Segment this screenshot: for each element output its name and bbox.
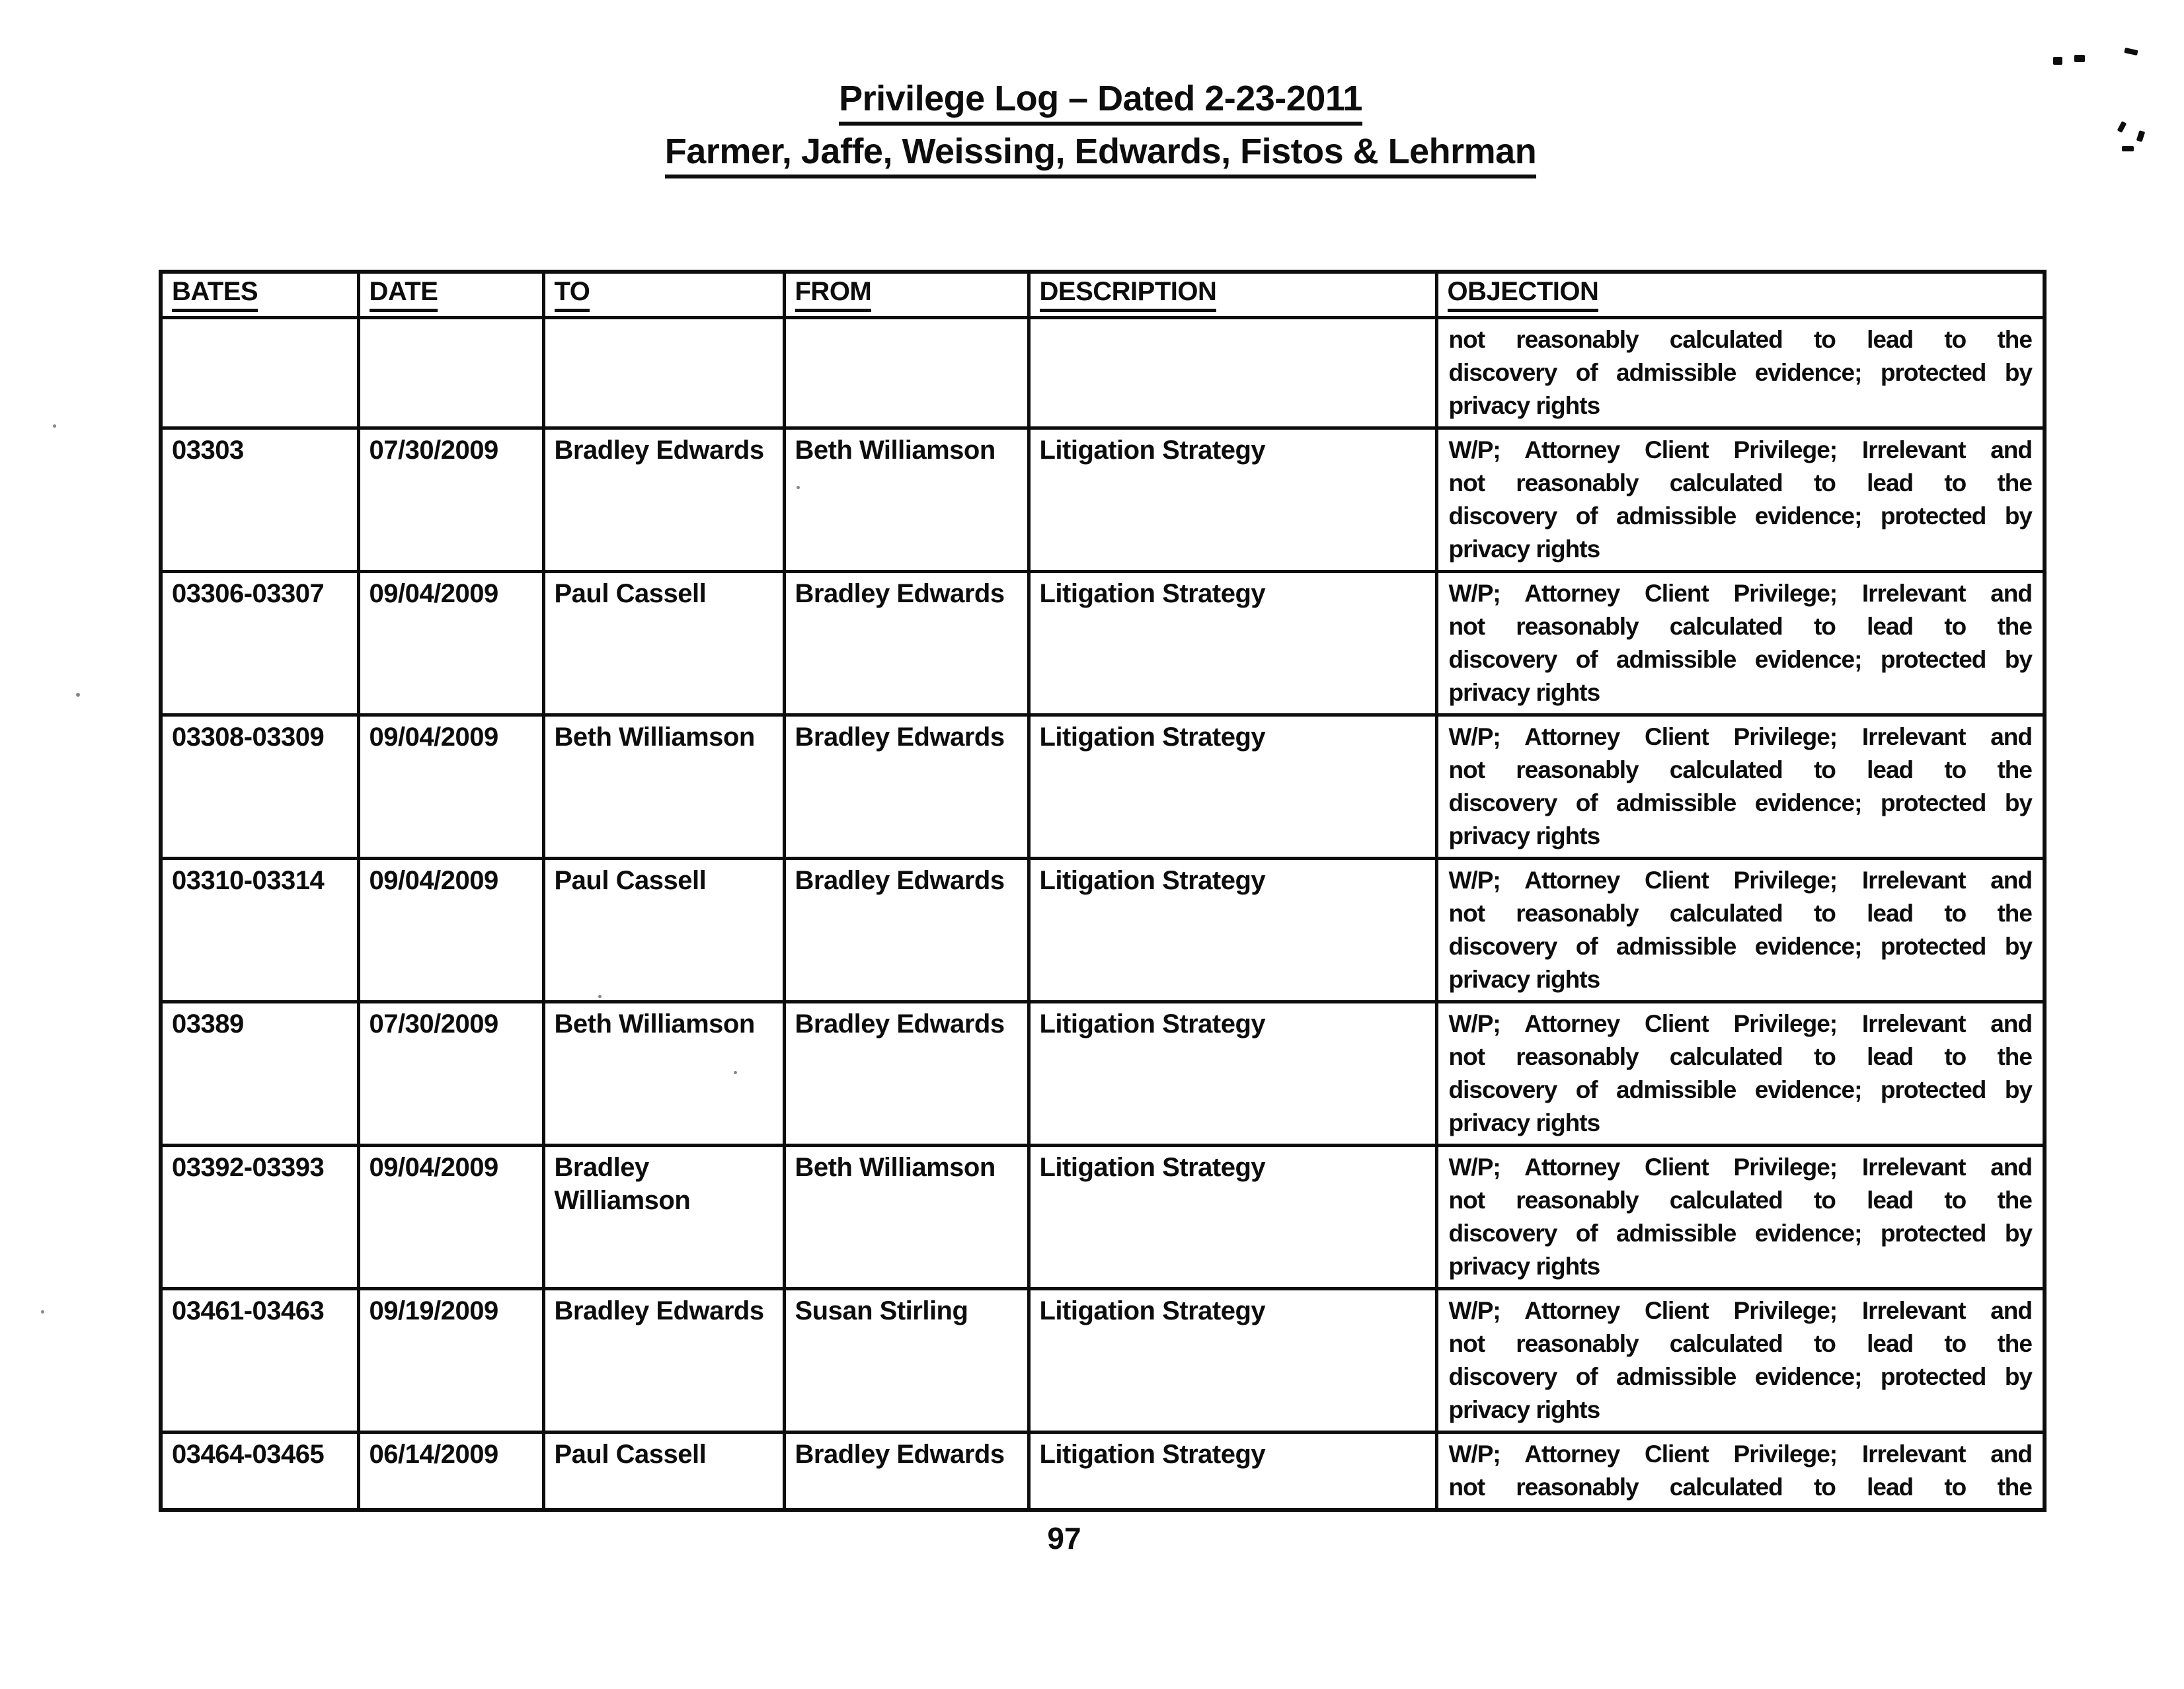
objection-line: W/P; Attorney Client Privilege; Irrelevant and <box>1448 867 2032 894</box>
objection-line: W/P; Attorney Client Privilege; Irrelevant and <box>1448 1440 2032 1468</box>
cell-to: Beth Williamson <box>543 1002 784 1146</box>
cell-date: 09/04/2009 <box>358 572 543 715</box>
cell-objection <box>1436 572 2045 715</box>
cell-description: Litigation Strategy <box>1029 715 1436 859</box>
cell-objection <box>1436 1146 2045 1289</box>
header-date: DATE <box>358 272 543 318</box>
objection-line: privacy rights <box>1448 1396 1600 1423</box>
objection-line: not reasonably calculated to lead to the <box>1448 900 2032 927</box>
cell-from: Bradley Edwards <box>784 859 1029 1002</box>
objection-line: discovery of admissible evidence; protected by <box>1448 789 2032 816</box>
objection-line: not reasonably calculated to lead to the <box>1448 756 2032 783</box>
cell-from: Bradley Edwards <box>784 572 1029 715</box>
cell-from: Beth Williamson <box>784 428 1029 572</box>
cell-bates <box>161 318 358 428</box>
cell-date: 09/04/2009 <box>358 715 543 859</box>
cell-from: Bradley Edwards <box>784 1433 1029 1511</box>
table-row <box>161 1002 2045 1146</box>
cell-description: Litigation Strategy <box>1029 428 1436 572</box>
document-subtitle: Farmer, Jaffe, Weissing, Edwards, Fistos & Lehrman <box>665 131 1536 178</box>
cell-from: Bradley Edwards <box>784 1002 1029 1146</box>
scan-speck <box>734 1071 737 1074</box>
objection-line: not reasonably calculated to lead to the <box>1448 1043 2032 1070</box>
objection-line: privacy rights <box>1448 535 1600 563</box>
table-header-row <box>161 272 2045 318</box>
objection-line: discovery of admissible evidence; protected by <box>1448 502 2032 530</box>
scan-artifact <box>2136 130 2146 142</box>
cell-description: Litigation Strategy <box>1029 1289 1436 1433</box>
objection-line: W/P; Attorney Client Privilege; Irrelevant and <box>1448 436 2032 463</box>
cell-description: Litigation Strategy <box>1029 1433 1436 1511</box>
objection-line: discovery of admissible evidence; protected by <box>1448 646 2032 673</box>
objection-line: privacy rights <box>1448 392 1600 419</box>
header-to: TO <box>543 272 784 318</box>
cell-bates: 03389 <box>161 1002 358 1146</box>
objection-line: privacy rights <box>1448 1109 1600 1136</box>
cell-bates: 03464-03465 <box>161 1433 358 1511</box>
scan-speck <box>76 693 80 697</box>
objection-line: discovery of admissible evidence; protected by <box>1448 1076 2032 1103</box>
cell-to: Paul Cassell <box>543 859 784 1002</box>
objection-line: discovery of admissible evidence; protected by <box>1448 933 2032 960</box>
cell-to: Bradley Edwards <box>543 1289 784 1433</box>
objection-line: not reasonably calculated to lead to the <box>1448 326 2032 353</box>
cell-date: 07/30/2009 <box>358 1002 543 1146</box>
table-row <box>161 1433 2045 1511</box>
cell-bates: 03310-03314 <box>161 859 358 1002</box>
objection-line: W/P; Attorney Client Privilege; Irrelevant and <box>1448 1297 2032 1324</box>
cell-objection <box>1436 859 2045 1002</box>
cell-to: Paul Cassell <box>543 1433 784 1511</box>
table-row <box>161 318 2045 428</box>
cell-bates: 03392-03393 <box>161 1146 358 1289</box>
document-title: Privilege Log – Dated 2-23-2011 <box>839 78 1362 126</box>
cell-date: 09/04/2009 <box>358 1146 543 1289</box>
objection-line: privacy rights <box>1448 1253 1600 1280</box>
cell-to: Paul Cassell <box>543 572 784 715</box>
objection-line: discovery of admissible evidence; protected by <box>1448 1363 2032 1390</box>
header-bates: BATES <box>161 272 358 318</box>
scan-speck <box>797 486 800 489</box>
header-from: FROM <box>784 272 1029 318</box>
cell-objection <box>1436 1433 2045 1511</box>
cell-to: Bradley Edwards <box>543 428 784 572</box>
objection-line: privacy rights <box>1448 679 1600 706</box>
cell-objection <box>1436 318 2045 428</box>
scan-artifact <box>2124 48 2138 56</box>
objection-line: W/P; Attorney Client Privilege; Irrelevant and <box>1448 1010 2032 1037</box>
cell-from <box>784 318 1029 428</box>
table-row <box>161 859 2045 1002</box>
scan-speck <box>53 424 56 428</box>
cell-description: Litigation Strategy <box>1029 1146 1436 1289</box>
header-description: DESCRIPTION <box>1029 272 1436 318</box>
cell-objection <box>1436 428 2045 572</box>
scan-speck <box>41 1310 44 1314</box>
cell-from: Susan Stirling <box>784 1289 1029 1433</box>
table-row <box>161 715 2045 859</box>
cell-date <box>358 318 543 428</box>
objection-line: W/P; Attorney Client Privilege; Irrelevant and <box>1448 1154 2032 1181</box>
scan-artifact <box>2117 121 2127 133</box>
cell-to: Beth Williamson <box>543 715 784 859</box>
scan-speck <box>598 995 602 998</box>
privilege-log-table <box>159 270 2047 1512</box>
cell-date: 09/04/2009 <box>358 859 543 1002</box>
cell-description <box>1029 318 1436 428</box>
objection-line: privacy rights <box>1448 966 1600 993</box>
objection-line: discovery of admissible evidence; protected by <box>1448 359 2032 386</box>
cell-to <box>543 318 784 428</box>
cell-date: 06/14/2009 <box>358 1433 543 1511</box>
table-row <box>161 1289 2045 1433</box>
cell-bates: 03308-03309 <box>161 715 358 859</box>
table-row <box>161 1146 2045 1289</box>
objection-line: privacy rights <box>1448 822 1600 849</box>
cell-objection <box>1436 1289 2045 1433</box>
cell-description: Litigation Strategy <box>1029 859 1436 1002</box>
objection-line: W/P; Attorney Client Privilege; Irrelevant and <box>1448 723 2032 750</box>
cell-date: 07/30/2009 <box>358 428 543 572</box>
objection-line: W/P; Attorney Client Privilege; Irrelevant and <box>1448 580 2032 607</box>
scan-artifact <box>2053 57 2062 65</box>
scan-artifact <box>2122 146 2134 151</box>
cell-from: Bradley Edwards <box>784 715 1029 859</box>
cell-objection <box>1436 1002 2045 1146</box>
table-row <box>161 428 2045 572</box>
cell-description: Litigation Strategy <box>1029 1002 1436 1146</box>
objection-line: not reasonably calculated to lead to the <box>1448 469 2032 496</box>
cell-bates: 03303 <box>161 428 358 572</box>
objection-line: not reasonably calculated to lead to the <box>1448 1473 2032 1501</box>
cell-objection <box>1436 715 2045 859</box>
document-title-block <box>159 78 2043 184</box>
header-objection: OBJECTION <box>1436 272 2045 318</box>
objection-line: not reasonably calculated to lead to the <box>1448 1187 2032 1214</box>
objection-line: not reasonably calculated to lead to the <box>1448 1330 2032 1357</box>
cell-to: Bradley Williamson <box>543 1146 784 1289</box>
scan-artifact <box>2074 55 2085 62</box>
cell-bates: 03306-03307 <box>161 572 358 715</box>
cell-description: Litigation Strategy <box>1029 572 1436 715</box>
objection-line: not reasonably calculated to lead to the <box>1448 613 2032 640</box>
cell-from: Beth Williamson <box>784 1146 1029 1289</box>
objection-line: discovery of admissible evidence; protected by <box>1448 1220 2032 1247</box>
cell-date: 09/19/2009 <box>358 1289 543 1433</box>
cell-bates: 03461-03463 <box>161 1289 358 1433</box>
page-number: 97 <box>1047 1521 1081 1555</box>
table-row <box>161 572 2045 715</box>
privilege-table-body <box>161 318 2045 1511</box>
